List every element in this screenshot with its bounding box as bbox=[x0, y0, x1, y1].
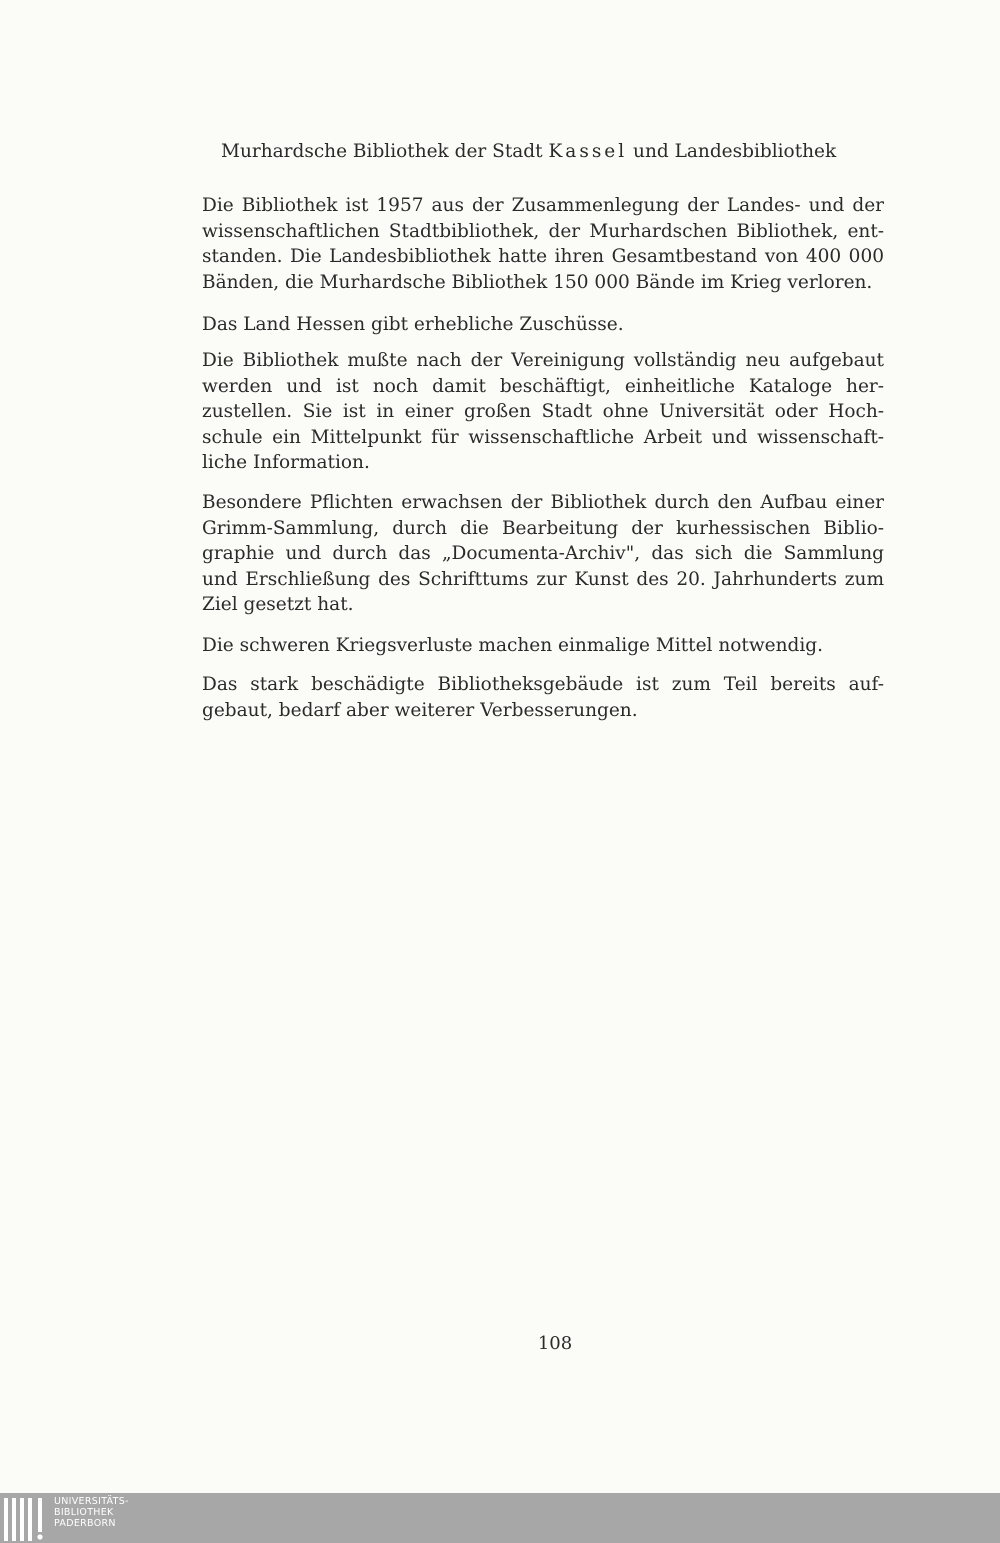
text-line: wissenschaftlichen Stadtbibliothek, der Murhardschen Bibliothek, ent- bbox=[202, 220, 884, 242]
text-line: schule ein Mittelpunkt für wissenschaftliche Arbeit und wissenschaft- bbox=[202, 426, 884, 448]
library-logo bbox=[0, 1493, 160, 1543]
text-line: standen. Die Landesbibliothek hatte ihren Gesamtbestand von 400 000 bbox=[202, 246, 884, 267]
text-line: Die Bibliothek mußte nach der Vereinigung vollständig neu aufgebaut bbox=[202, 350, 884, 371]
logo-line: BIBLIOTHEK bbox=[54, 1507, 114, 1518]
text-line: Besondere Pflichten erwachsen der Bibliothek durch den Aufbau einer bbox=[202, 492, 884, 513]
text-line: graphie und durch das „Documenta-Archiv", das sich die Sammlung bbox=[202, 543, 884, 564]
text-line: Das stark beschädigte Bibliotheksgebäude ist zum Teil bereits auf- bbox=[202, 674, 884, 695]
logo-line: UNIVERSITÄTS- bbox=[54, 1496, 129, 1507]
heading-city: Kassel bbox=[548, 141, 628, 162]
text-line: liche Information. bbox=[202, 452, 370, 473]
text-line: werden und ist noch damit beschäftigt, einheitliche Kataloge her- bbox=[202, 375, 884, 397]
paragraph-rebuilding bbox=[202, 348, 884, 476]
text-line: Das Land Hessen gibt erhebliche Zuschüsse. bbox=[202, 314, 624, 335]
library-logo-icon bbox=[2, 1495, 46, 1541]
text-line: Ziel gesetzt hat. bbox=[202, 594, 354, 615]
text-line: Grimm-Sammlung, durch die Bearbeitung der kurhessischen Biblio- bbox=[202, 517, 884, 539]
page-number: 108 bbox=[537, 1333, 573, 1354]
heading-part-2: und Landesbibliothek bbox=[627, 141, 837, 162]
paragraph-losses bbox=[202, 633, 884, 659]
text-line: zustellen. Sie ist in einer großen Stadt ohne Universität oder Hoch- bbox=[202, 401, 884, 422]
text-line: und Erschließung des Schrifttums zur Kunst des 20. Jahrhunderts zum bbox=[202, 568, 884, 590]
paragraph-history bbox=[202, 193, 884, 295]
paragraph-funding bbox=[202, 312, 884, 338]
paragraph-building bbox=[202, 672, 884, 723]
text-line: Die schweren Kriegsverluste machen einmalige Mittel notwendig. bbox=[202, 635, 824, 656]
library-logo-text bbox=[54, 1496, 129, 1529]
text-line: gebaut, bedarf aber weiterer Verbesserungen. bbox=[202, 699, 638, 721]
logo-line: PADERBORN bbox=[54, 1518, 116, 1529]
text-line: Bänden, die Murhardsche Bibliothek 150 000 Bände im Krieg verloren. bbox=[202, 271, 873, 293]
text-line: Die Bibliothek ist 1957 aus der Zusammenlegung der Landes- und der bbox=[202, 195, 884, 216]
paragraph-duties bbox=[202, 490, 884, 618]
page-heading bbox=[221, 139, 901, 165]
heading-part-1: Murhardsche Bibliothek der Stadt bbox=[221, 141, 549, 162]
